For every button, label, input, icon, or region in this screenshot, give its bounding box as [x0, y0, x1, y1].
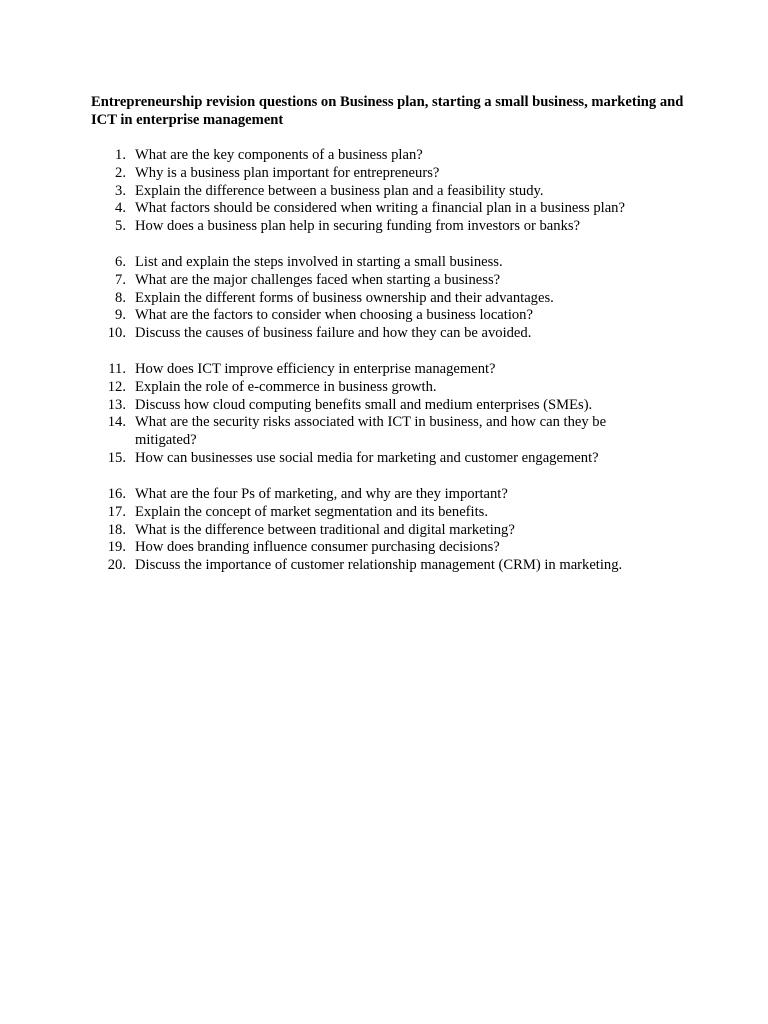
question-text: What are the key components of a business plan?: [135, 147, 423, 163]
question-number: 20.: [107, 557, 126, 574]
question-text: How does ICT improve efficiency in enterprise management?: [135, 361, 496, 377]
question-text: Explain the difference between a business plan and a feasibility study.: [135, 182, 544, 199]
question-text: What are the security risks associated with ICT in business, and how can they be mitigated?: [135, 414, 607, 449]
list-item: [0, 165, 768, 183]
list-item: [0, 290, 768, 308]
question-number: 11.: [108, 361, 126, 377]
question-text: What are the major challenges faced when starting a business?: [135, 271, 501, 288]
question-number: 13.: [107, 396, 126, 413]
question-number: 10.: [107, 325, 126, 342]
question-text: What are the factors to consider when choosing a business location?: [135, 307, 533, 324]
list-item: [0, 504, 768, 522]
question-text: What is the difference between traditional and digital marketing?: [135, 521, 515, 538]
question-number: 19.: [107, 539, 126, 556]
question-number: 1.: [115, 147, 126, 163]
question-text: How does branding influence consumer purchasing decisions?: [135, 539, 500, 556]
document-title: Entrepreneurship revision questions on Business plan, starting a small business, marketing and ICT in enterprise management: [91, 94, 684, 128]
question-number: 2.: [115, 164, 126, 181]
question-text: Explain the role of e-commerce in business growth.: [135, 378, 437, 395]
list-item: [0, 272, 768, 290]
question-text: Discuss the importance of customer relationship management (CRM) in marketing.: [135, 557, 623, 574]
list-item: [0, 183, 768, 201]
list-item: [0, 450, 768, 468]
question-number: 18.: [107, 521, 126, 538]
question-text: Explain the concept of market segmentation and its benefits.: [135, 503, 488, 520]
question-number: 7.: [115, 271, 126, 288]
list-item: [0, 379, 768, 397]
question-number: 9.: [115, 307, 126, 324]
question-text: Explain the different forms of business ownership and their advantages.: [135, 289, 554, 306]
question-text: What are the four Ps of marketing, and why are they important?: [135, 486, 508, 502]
question-group-business-plan: [0, 147, 768, 236]
question-text: What factors should be considered when writing a financial plan in a business plan?: [135, 200, 625, 217]
question-number: 14.: [107, 414, 126, 431]
list-item: [0, 361, 768, 379]
question-text: Discuss the causes of business failure and how they can be avoided.: [135, 325, 532, 342]
question-number: 17.: [107, 503, 126, 520]
list-item: [0, 307, 768, 325]
question-group-starting-business: [0, 254, 768, 343]
question-number: 12.: [107, 378, 126, 395]
list-item: [0, 325, 768, 343]
list-item: [0, 557, 768, 575]
list-item: [0, 414, 768, 450]
list-item: [0, 397, 768, 415]
question-text: How does a business plan help in securing funding from investors or banks?: [135, 218, 581, 235]
list-item: [0, 254, 768, 272]
question-number: 4.: [115, 200, 126, 217]
question-number: 3.: [115, 182, 126, 199]
list-item: [0, 522, 768, 540]
question-group-ict: [0, 361, 768, 468]
question-group-marketing: [0, 486, 768, 575]
list-item: [0, 200, 768, 218]
question-text: Why is a business plan important for entrepreneurs?: [135, 164, 440, 181]
question-number: 15.: [107, 449, 126, 466]
question-number: 6.: [115, 254, 126, 270]
question-number: 16.: [107, 486, 126, 502]
question-number: 5.: [115, 218, 126, 235]
list-item: [0, 539, 768, 557]
question-text: List and explain the steps involved in starting a small business.: [135, 254, 503, 270]
question-text: How can businesses use social media for marketing and customer engagement?: [135, 449, 599, 466]
question-text: Discuss how cloud computing benefits small and medium enterprises (SMEs).: [135, 396, 593, 413]
list-item: [0, 147, 768, 165]
list-item: [0, 486, 768, 504]
list-item: [0, 218, 768, 236]
question-number: 8.: [115, 289, 126, 306]
